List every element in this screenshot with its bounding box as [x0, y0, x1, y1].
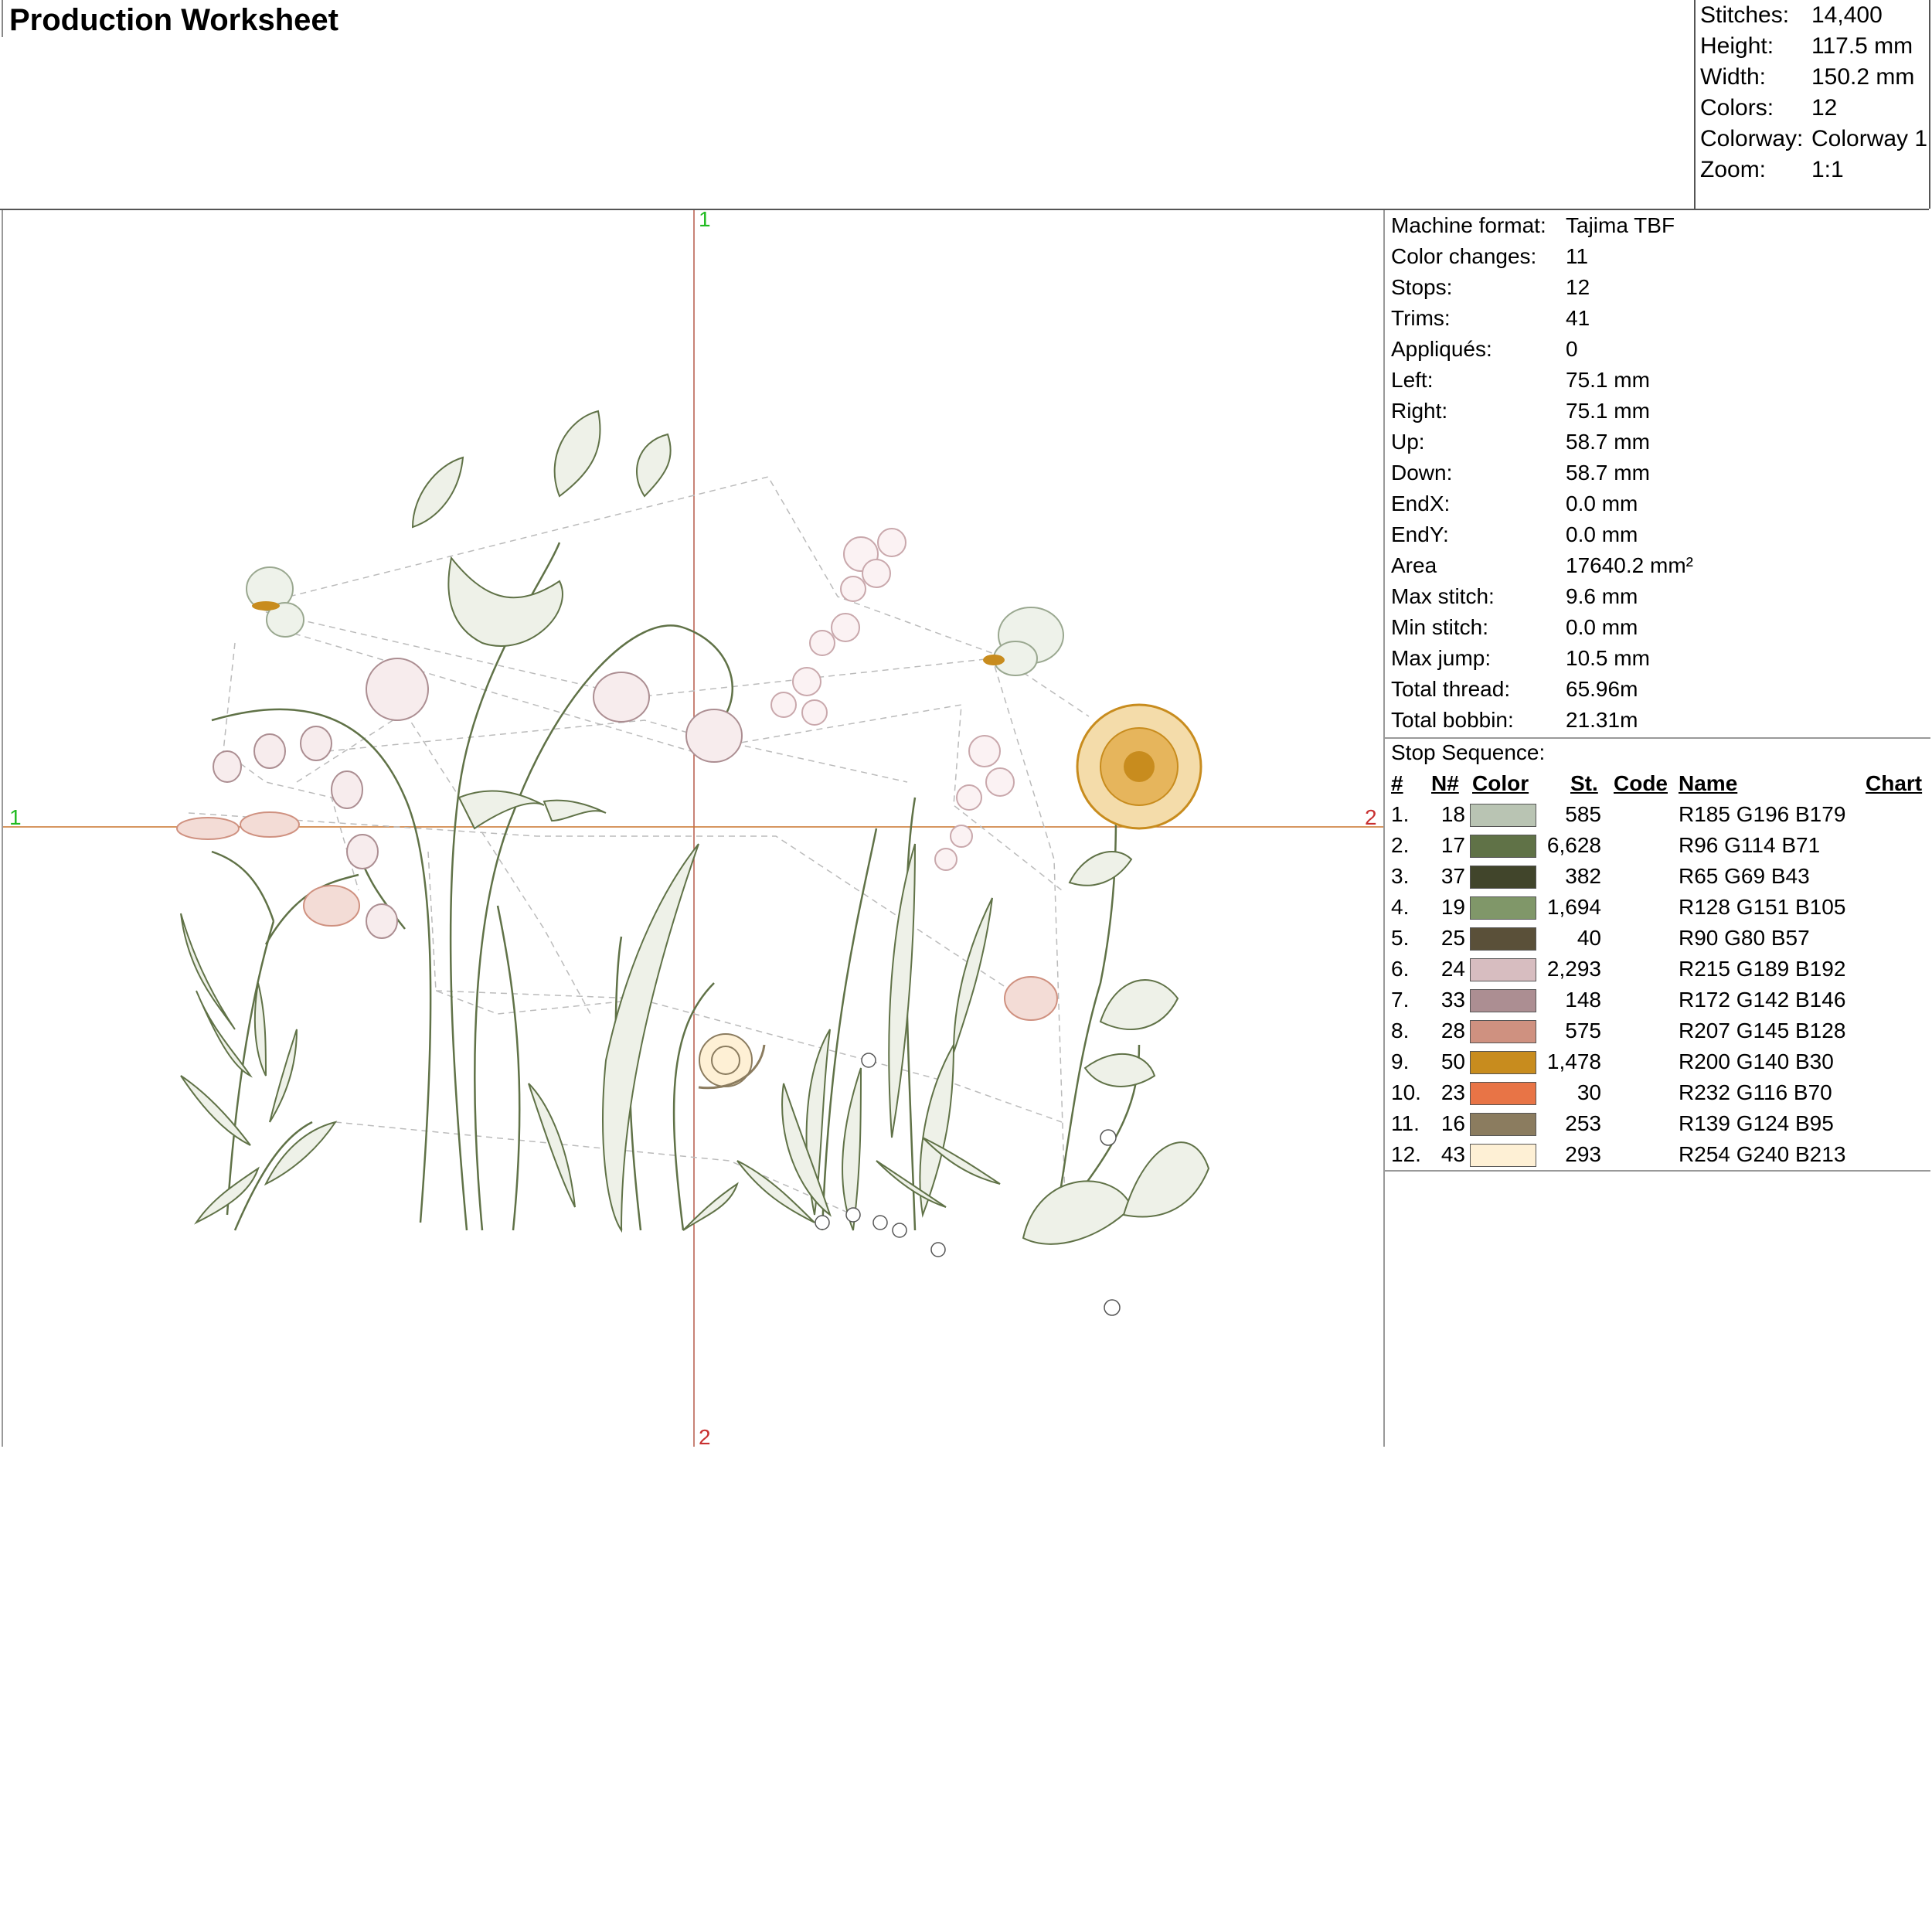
detail-row: [1391, 488, 1638, 519]
stop-row-name: R96 G114 B71: [1679, 833, 1821, 857]
stop-row-stitches: 293: [1565, 1142, 1601, 1166]
detail-row: [1391, 427, 1650, 457]
summary-label: Width:: [1700, 64, 1767, 90]
detail-value: 0.0 mm: [1566, 522, 1638, 546]
stop-row: [1385, 861, 1930, 892]
stop-row-name: R215 G189 B192: [1679, 957, 1846, 981]
detail-value: 65.96m: [1566, 677, 1638, 701]
stop-row-stitches: 148: [1565, 988, 1601, 1012]
stop-row-needle: 17: [1440, 833, 1465, 857]
detail-value: 75.1 mm: [1566, 368, 1650, 392]
butterflies: [247, 567, 1063, 675]
stop-row-color-swatch: [1470, 958, 1536, 981]
detail-row: [1391, 581, 1638, 612]
detail-value: 58.7 mm: [1566, 430, 1650, 454]
col-header-st: St.: [1570, 771, 1598, 795]
detail-label: Appliqués:: [1391, 337, 1492, 361]
col-header-chart: Chart: [1866, 771, 1923, 795]
detail-row: [1391, 457, 1650, 488]
summary-row: [1700, 62, 1915, 93]
stop-row-stitches: 382: [1565, 864, 1601, 888]
summary-value: 12: [1811, 95, 1838, 121]
page-title: Production Worksheet: [9, 3, 338, 37]
detail-label: Area: [1391, 553, 1437, 577]
detail-row: [1391, 272, 1590, 303]
stop-row: [1385, 923, 1930, 954]
stop-row-stitches: 253: [1565, 1111, 1601, 1135]
detail-value: 9.6 mm: [1566, 584, 1638, 608]
summary-row: [1700, 124, 1928, 155]
stop-row-needle: 19: [1440, 895, 1465, 919]
stop-row-color-swatch: [1470, 989, 1536, 1012]
detail-value: 12: [1566, 275, 1590, 299]
stop-row-name: R207 G145 B128: [1679, 1019, 1846, 1043]
stop-row: [1385, 1015, 1930, 1046]
stop-row-num: 2.: [1391, 833, 1410, 857]
stop-row-name: R254 G240 B213: [1679, 1142, 1846, 1166]
detail-row: [1391, 674, 1638, 705]
summary-label: Colorway:: [1700, 126, 1804, 151]
detail-label: Total thread:: [1391, 677, 1511, 701]
stop-row-num: 12.: [1391, 1142, 1421, 1166]
detail-label: Color changes:: [1391, 244, 1537, 268]
col-header-n: N#: [1431, 771, 1459, 795]
stop-row-color-swatch: [1470, 1144, 1536, 1167]
detail-value: Tajima TBF: [1566, 213, 1675, 237]
stop-row: [1385, 892, 1930, 923]
axis-label-left: 1: [9, 805, 22, 829]
detail-row: [1391, 705, 1638, 736]
stop-row-stitches: 40: [1577, 926, 1601, 950]
stop-row-name: R128 G151 B105: [1679, 895, 1846, 919]
stop-row-name: R172 G142 B146: [1679, 988, 1846, 1012]
stop-row-color-swatch: [1470, 1051, 1536, 1074]
detail-label: EndX:: [1391, 492, 1451, 515]
stop-row-name: R65 G69 B43: [1679, 864, 1810, 888]
stop-row-color-swatch: [1470, 927, 1536, 951]
detail-label: Right:: [1391, 399, 1448, 423]
details-panel: [1383, 210, 1930, 1447]
stop-sequence-title: Stop Sequence:: [1391, 740, 1546, 764]
summary-label: Stitches:: [1700, 2, 1790, 28]
detail-label: EndY:: [1391, 522, 1449, 546]
stop-row-num: 4.: [1391, 895, 1410, 919]
stop-row-color-swatch: [1470, 896, 1536, 920]
stop-table-bottom-divider: [1385, 1170, 1930, 1172]
col-header-name: Name: [1679, 771, 1738, 795]
butterfly-bodies: [252, 601, 1005, 665]
detail-row: [1391, 334, 1578, 365]
stop-row-num: 1.: [1391, 802, 1410, 826]
col-header-code: Code: [1614, 771, 1668, 795]
stop-row-num: 3.: [1391, 864, 1410, 888]
stop-row: [1385, 830, 1930, 861]
axis-label-top: 1: [699, 207, 711, 231]
summary-row: [1700, 93, 1838, 124]
stop-row-color-swatch: [1470, 1020, 1536, 1043]
summary-value: 150.2 mm: [1811, 64, 1915, 90]
detail-value: 58.7 mm: [1566, 461, 1650, 485]
summary-value: Colorway 1: [1811, 126, 1928, 151]
detail-value: 75.1 mm: [1566, 399, 1650, 423]
stop-row-stitches: 30: [1577, 1080, 1601, 1104]
stop-row-needle: 33: [1440, 988, 1465, 1012]
detail-value: 0: [1566, 337, 1578, 361]
stop-row-name: R200 G140 B30: [1679, 1049, 1834, 1073]
stop-row-color-swatch: [1470, 835, 1536, 858]
axis-label-right: 2: [1365, 805, 1377, 829]
stop-row-needle: 23: [1440, 1080, 1465, 1104]
detail-row: [1391, 210, 1675, 241]
stop-row-needle: 25: [1440, 926, 1465, 950]
stop-row: [1385, 1139, 1930, 1170]
stop-row: [1385, 1046, 1930, 1077]
stop-row-needle: 50: [1440, 1049, 1465, 1073]
stop-row: [1385, 799, 1930, 830]
detail-row: [1391, 643, 1650, 674]
cluster-flowers: [771, 529, 1014, 870]
stop-row-num: 9.: [1391, 1049, 1410, 1073]
detail-row: [1391, 550, 1693, 581]
detail-label: Left:: [1391, 368, 1434, 392]
design-canvas[interactable]: [2, 207, 1385, 1449]
left-edge-line: [2, 0, 3, 37]
golden-flower: [1077, 705, 1201, 828]
col-header-num: #: [1391, 771, 1403, 795]
summary-panel: [1694, 0, 1930, 209]
summary-label: Zoom:: [1700, 157, 1767, 182]
detail-row: [1391, 612, 1638, 643]
leaves: [181, 411, 1209, 1244]
axis-label-bottom: 2: [699, 1425, 711, 1449]
summary-label: Height:: [1700, 33, 1774, 59]
detail-label: Trims:: [1391, 306, 1451, 330]
stop-row-name: R185 G196 B179: [1679, 802, 1846, 826]
embroidery-preview: [3, 210, 1385, 1447]
stop-row: [1385, 985, 1930, 1015]
detail-value: 17640.2 mm²: [1566, 553, 1693, 577]
stop-row-needle: 28: [1440, 1019, 1465, 1043]
detail-row: [1391, 396, 1650, 427]
detail-row: [1391, 365, 1650, 396]
detail-value: 21.31m: [1566, 708, 1638, 732]
stop-row-color-swatch: [1470, 1082, 1536, 1105]
detail-label: Down:: [1391, 461, 1453, 485]
stop-row-stitches: 6,628: [1546, 833, 1601, 857]
stop-row-num: 5.: [1391, 926, 1410, 950]
stop-row-needle: 18: [1440, 802, 1465, 826]
stop-row-num: 6.: [1391, 957, 1410, 981]
detail-label: Max stitch:: [1391, 584, 1495, 608]
stop-row-num: 8.: [1391, 1019, 1410, 1043]
summary-row: [1700, 0, 1883, 31]
detail-label: Max jump:: [1391, 646, 1492, 670]
stop-row: [1385, 1077, 1930, 1108]
stop-row-num: 10.: [1391, 1080, 1421, 1104]
detail-row: [1391, 303, 1590, 334]
detail-row: [1391, 519, 1638, 550]
stop-row-needle: 37: [1440, 864, 1465, 888]
stop-row-stitches: 585: [1565, 802, 1601, 826]
stop-row-needle: 43: [1440, 1142, 1465, 1166]
stop-row-needle: 24: [1440, 957, 1465, 981]
stop-row-name: R232 G116 B70: [1679, 1080, 1832, 1104]
summary-value: 117.5 mm: [1811, 33, 1913, 59]
detail-label: Total bobbin:: [1391, 708, 1514, 732]
detail-value: 11: [1566, 244, 1589, 268]
stop-row-stitches: 1,694: [1546, 895, 1601, 919]
stop-row-num: 7.: [1391, 988, 1410, 1012]
snail: [699, 1034, 764, 1088]
col-header-color: Color: [1472, 771, 1529, 795]
summary-row: [1700, 31, 1913, 62]
summary-row: [1700, 155, 1844, 185]
stop-row-name: R90 G80 B57: [1679, 926, 1810, 950]
summary-label: Colors:: [1700, 95, 1774, 121]
stop-row-name: R139 G124 B95: [1679, 1111, 1834, 1135]
stop-row: [1385, 954, 1930, 985]
stop-row-color-swatch: [1470, 804, 1536, 827]
detail-label: Stops:: [1391, 275, 1453, 299]
detail-row: [1391, 241, 1589, 272]
detail-label: Machine format:: [1391, 213, 1546, 237]
summary-value: 1:1: [1811, 157, 1844, 182]
detail-label: Min stitch:: [1391, 615, 1489, 639]
stop-row-color-swatch: [1470, 866, 1536, 889]
stop-row-num: 11.: [1391, 1111, 1420, 1135]
detail-value: 10.5 mm: [1566, 646, 1650, 670]
stop-row-needle: 16: [1440, 1111, 1465, 1135]
stop-row-stitches: 1,478: [1546, 1049, 1601, 1073]
stop-row: [1385, 1108, 1930, 1139]
detail-value: 0.0 mm: [1566, 492, 1638, 515]
detail-value: 0.0 mm: [1566, 615, 1638, 639]
detail-value: 41: [1566, 306, 1590, 330]
stop-row-stitches: 575: [1565, 1019, 1601, 1043]
stop-row-stitches: 2,293: [1546, 957, 1601, 981]
detail-label: Up:: [1391, 430, 1425, 454]
summary-value: 14,400: [1811, 2, 1883, 28]
stop-row-color-swatch: [1470, 1113, 1536, 1136]
jump-lines: [189, 477, 1089, 1223]
